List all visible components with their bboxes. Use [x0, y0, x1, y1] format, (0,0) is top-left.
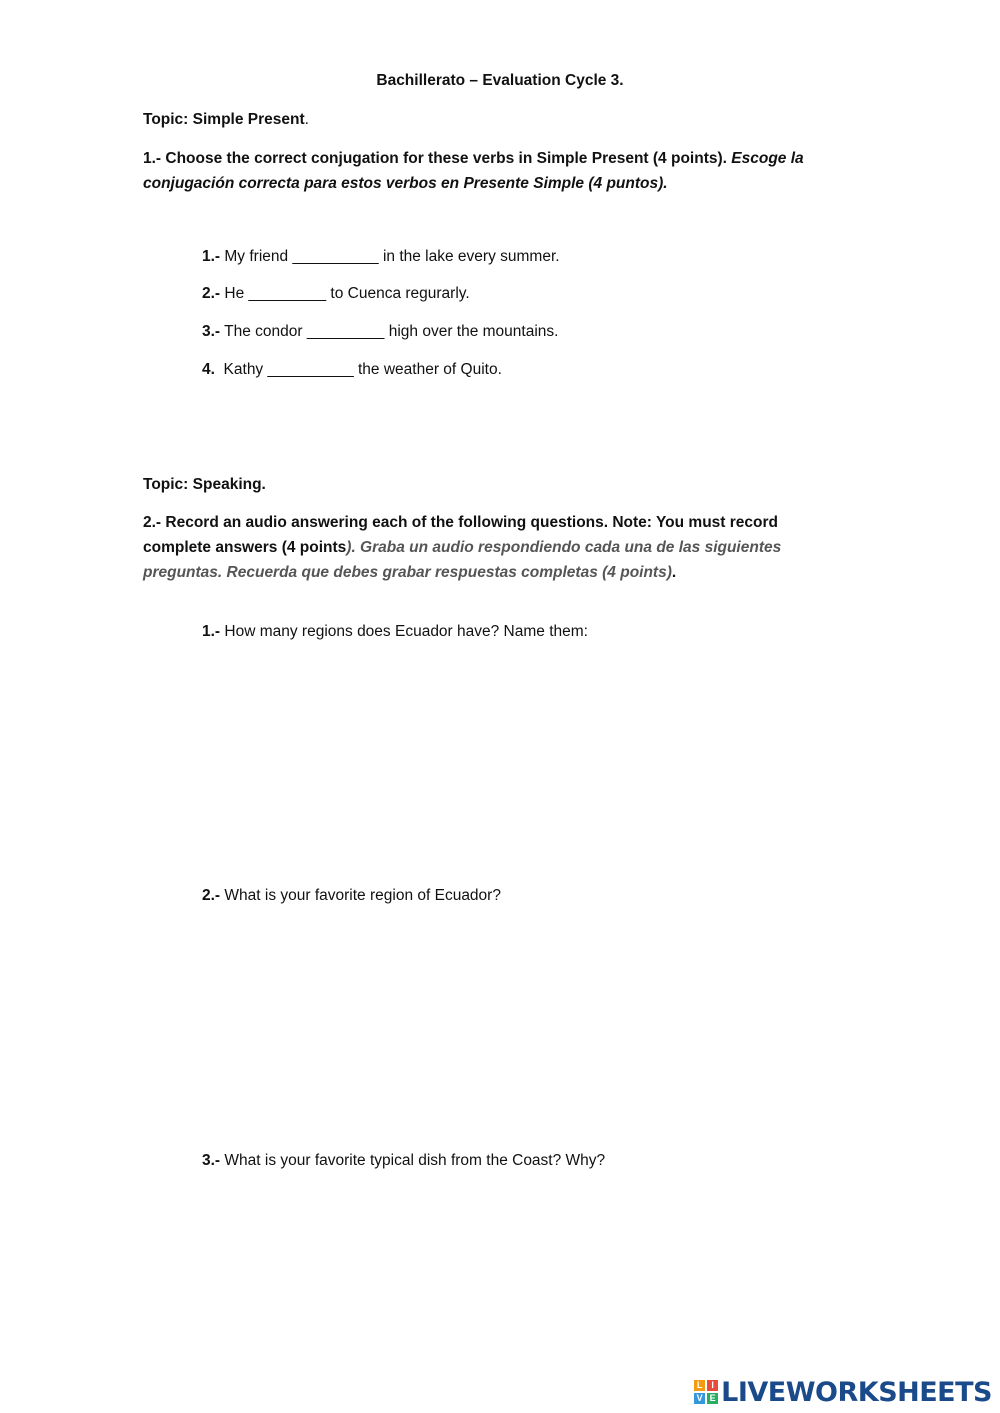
question-number: 2.- — [202, 887, 221, 904]
list-item — [202, 323, 558, 341]
instruction-1-es: Escoge la conjugación correcta para estos verbos en Presente Simple (4 puntos). — [143, 150, 804, 192]
instruction-2-en: 2.- Record an audio answering each of the following questions. Note: You must record complete answers (4 points — [143, 514, 779, 556]
topic-label: Topic: Simple Present — [143, 111, 305, 128]
item-text: My friend __________ in the lake every summer. — [220, 248, 560, 265]
instruction-2-es: ). Graba un audio respondiendo cada una de las siguientes preguntas. Recuerda que debes grabar respuestas completas (4 points) — [143, 539, 782, 581]
topic-dot: . — [304, 111, 309, 128]
instruction-2-end: . — [671, 564, 677, 581]
page-title: Bachillerato – Evaluation Cycle 3. — [376, 72, 624, 89]
logo-mark-letter: E — [707, 1393, 718, 1404]
item-number: 2.- — [202, 285, 221, 302]
logo-mark-icon — [694, 1380, 718, 1404]
list-item — [202, 248, 560, 266]
liveworksheets-logo — [694, 1375, 992, 1409]
logo-text: LIVEWORKSHEETS — [721, 1376, 992, 1408]
list-item — [202, 887, 501, 905]
item-number: 1.- — [202, 248, 221, 265]
question-text: How many regions does Ecuador have? Name them: — [220, 623, 588, 640]
logo-mark-letter: V — [694, 1393, 705, 1404]
item-number: 3.- — [202, 323, 221, 340]
logo-mark-letter: I — [707, 1380, 718, 1391]
item-number: 4. — [202, 361, 215, 378]
instruction-1-en: 1.- Choose the correct conjugation for these verbs in Simple Present (4 points). — [143, 150, 727, 167]
question-text: What is your favorite region of Ecuador? — [220, 887, 501, 904]
item-text: Kathy __________ the weather of Quito. — [214, 361, 502, 378]
question-number: 1.- — [202, 623, 221, 640]
topic-heading-speaking: Topic: Speaking. — [143, 476, 266, 493]
question-number: 3.- — [202, 1152, 221, 1169]
list-item — [202, 1152, 605, 1170]
instruction-1 — [143, 146, 843, 196]
list-item — [202, 361, 502, 379]
list-item — [202, 285, 470, 303]
logo-mark-letter: L — [694, 1380, 705, 1391]
question-text: What is your favorite typical dish from the Coast? Why? — [220, 1152, 606, 1169]
item-text: The condor _________ high over the mountains. — [220, 323, 559, 340]
item-text: He _________ to Cuenca regurarly. — [220, 285, 470, 302]
topic-heading-simple-present — [143, 111, 309, 129]
instruction-2 — [143, 510, 843, 585]
list-item — [202, 623, 588, 641]
